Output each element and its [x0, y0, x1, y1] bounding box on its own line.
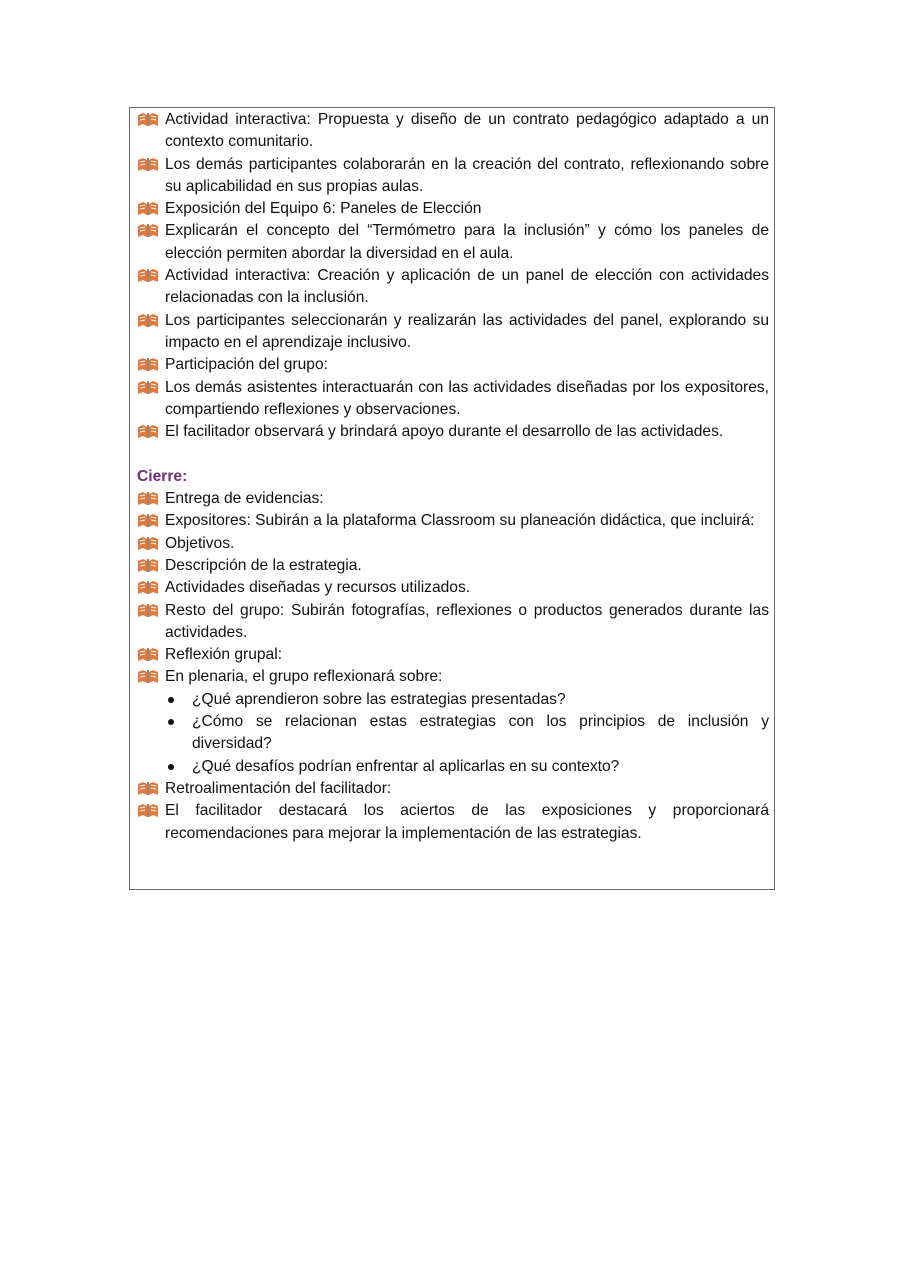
open-book-icon — [137, 488, 165, 510]
list-item — [137, 778, 769, 800]
list-item — [137, 220, 769, 265]
list-item-text: Descripción de la estrategia. — [165, 556, 362, 574]
list-item-text: Participación del grupo: — [165, 356, 328, 374]
open-book-icon — [137, 109, 165, 131]
question-text: ¿Qué aprendieron sobre las estrategias presentadas? — [192, 690, 566, 708]
list-item — [137, 310, 769, 355]
spacer — [137, 443, 769, 465]
open-book-icon — [137, 533, 165, 555]
list-item-text: Resto del grupo: Subirán fotografías, reflexiones o productos generados durante las actividades. — [165, 601, 769, 641]
list-item-text: Los demás asistentes interactuarán con las actividades diseñadas por los expositores, compartiendo reflexiones y observaciones. — [165, 378, 769, 418]
list-item — [137, 154, 769, 199]
open-book-icon — [137, 555, 165, 577]
question-list — [137, 689, 769, 778]
list-item — [137, 600, 769, 645]
question-item — [137, 689, 769, 711]
open-book-icon — [137, 778, 165, 800]
list-item-text: Los demás participantes colaborarán en la creación del contrato, reflexionando sobre su aplicabilidad en sus propias aulas. — [165, 155, 769, 195]
question-item — [137, 711, 769, 756]
list-item — [137, 488, 769, 510]
open-book-icon — [137, 800, 165, 822]
open-book-icon — [137, 377, 165, 399]
document-body — [137, 109, 769, 845]
list-item-text: Exposición del Equipo 6: Paneles de Elección — [165, 200, 482, 218]
list-item-text: Expositores: Subirán a la plataforma Classroom su planeación didáctica, que incluirá: — [165, 512, 755, 530]
open-book-icon — [137, 198, 165, 220]
open-book-icon — [137, 577, 165, 599]
list-item — [137, 109, 769, 154]
list-item — [137, 265, 769, 310]
list-item-text: Actividad interactiva: Creación y aplicación de un panel de elección con actividades relacionadas con la inclusión. — [165, 267, 769, 307]
list-item — [137, 421, 769, 443]
question-text: ¿Cómo se relacionan estas estrategias con los principios de inclusión y diversidad? — [192, 713, 769, 753]
bullet-dot-icon — [165, 711, 192, 733]
list-item-text: Entrega de evidencias: — [165, 490, 324, 508]
list-item — [137, 510, 769, 532]
open-book-icon — [137, 154, 165, 176]
list-item — [137, 354, 769, 376]
list-item-text: Actividad interactiva: Propuesta y diseño de un contrato pedagógico adaptado a un contexto comunitario. — [165, 111, 769, 151]
question-text: ¿Qué desafíos podrían enfrentar al aplicarlas en su contexto? — [192, 757, 620, 775]
list-item — [137, 377, 769, 422]
list-item — [137, 666, 769, 688]
list-item — [137, 555, 769, 577]
list-item — [137, 644, 769, 666]
open-book-icon — [137, 666, 165, 688]
open-book-icon — [137, 644, 165, 666]
list-item-text: Objetivos. — [165, 534, 235, 552]
list-item-text: Retroalimentación del facilitador: — [165, 779, 392, 797]
list-item-text: Reflexión grupal: — [165, 646, 283, 664]
open-book-icon — [137, 265, 165, 287]
list-item-text: Actividades diseñadas y recursos utilizados. — [165, 579, 471, 597]
list-item — [137, 198, 769, 220]
open-book-icon — [137, 220, 165, 242]
list-item-text: El facilitador destacará los aciertos de las exposiciones y proporcionará recomendaciones para mejorar la implementación de las estrategias. — [165, 802, 769, 842]
closing-list — [137, 488, 769, 689]
question-item — [137, 756, 769, 778]
closing-heading: Cierre: — [137, 467, 188, 485]
activities-list — [137, 109, 769, 443]
list-item-text: El facilitador observará y brindará apoyo durante el desarrollo de las actividades. — [165, 423, 724, 441]
list-item — [137, 800, 769, 845]
list-item-text: Explicarán el concepto del “Termómetro para la inclusión” y cómo los paneles de elección permiten abordar la diversidad en el aula. — [165, 222, 769, 262]
bullet-dot-icon — [165, 756, 192, 778]
open-book-icon — [137, 421, 165, 443]
open-book-icon — [137, 510, 165, 532]
open-book-icon — [137, 600, 165, 622]
bullet-dot-icon — [165, 689, 192, 711]
list-item — [137, 533, 769, 555]
open-book-icon — [137, 354, 165, 376]
list-item-text: En plenaria, el grupo reflexionará sobre: — [165, 668, 443, 686]
open-book-icon — [137, 310, 165, 332]
feedback-list — [137, 778, 769, 845]
list-item-text: Los participantes seleccionarán y realizarán las actividades del panel, explorando su impacto en el aprendizaje inclusivo. — [165, 311, 769, 351]
list-item — [137, 577, 769, 599]
